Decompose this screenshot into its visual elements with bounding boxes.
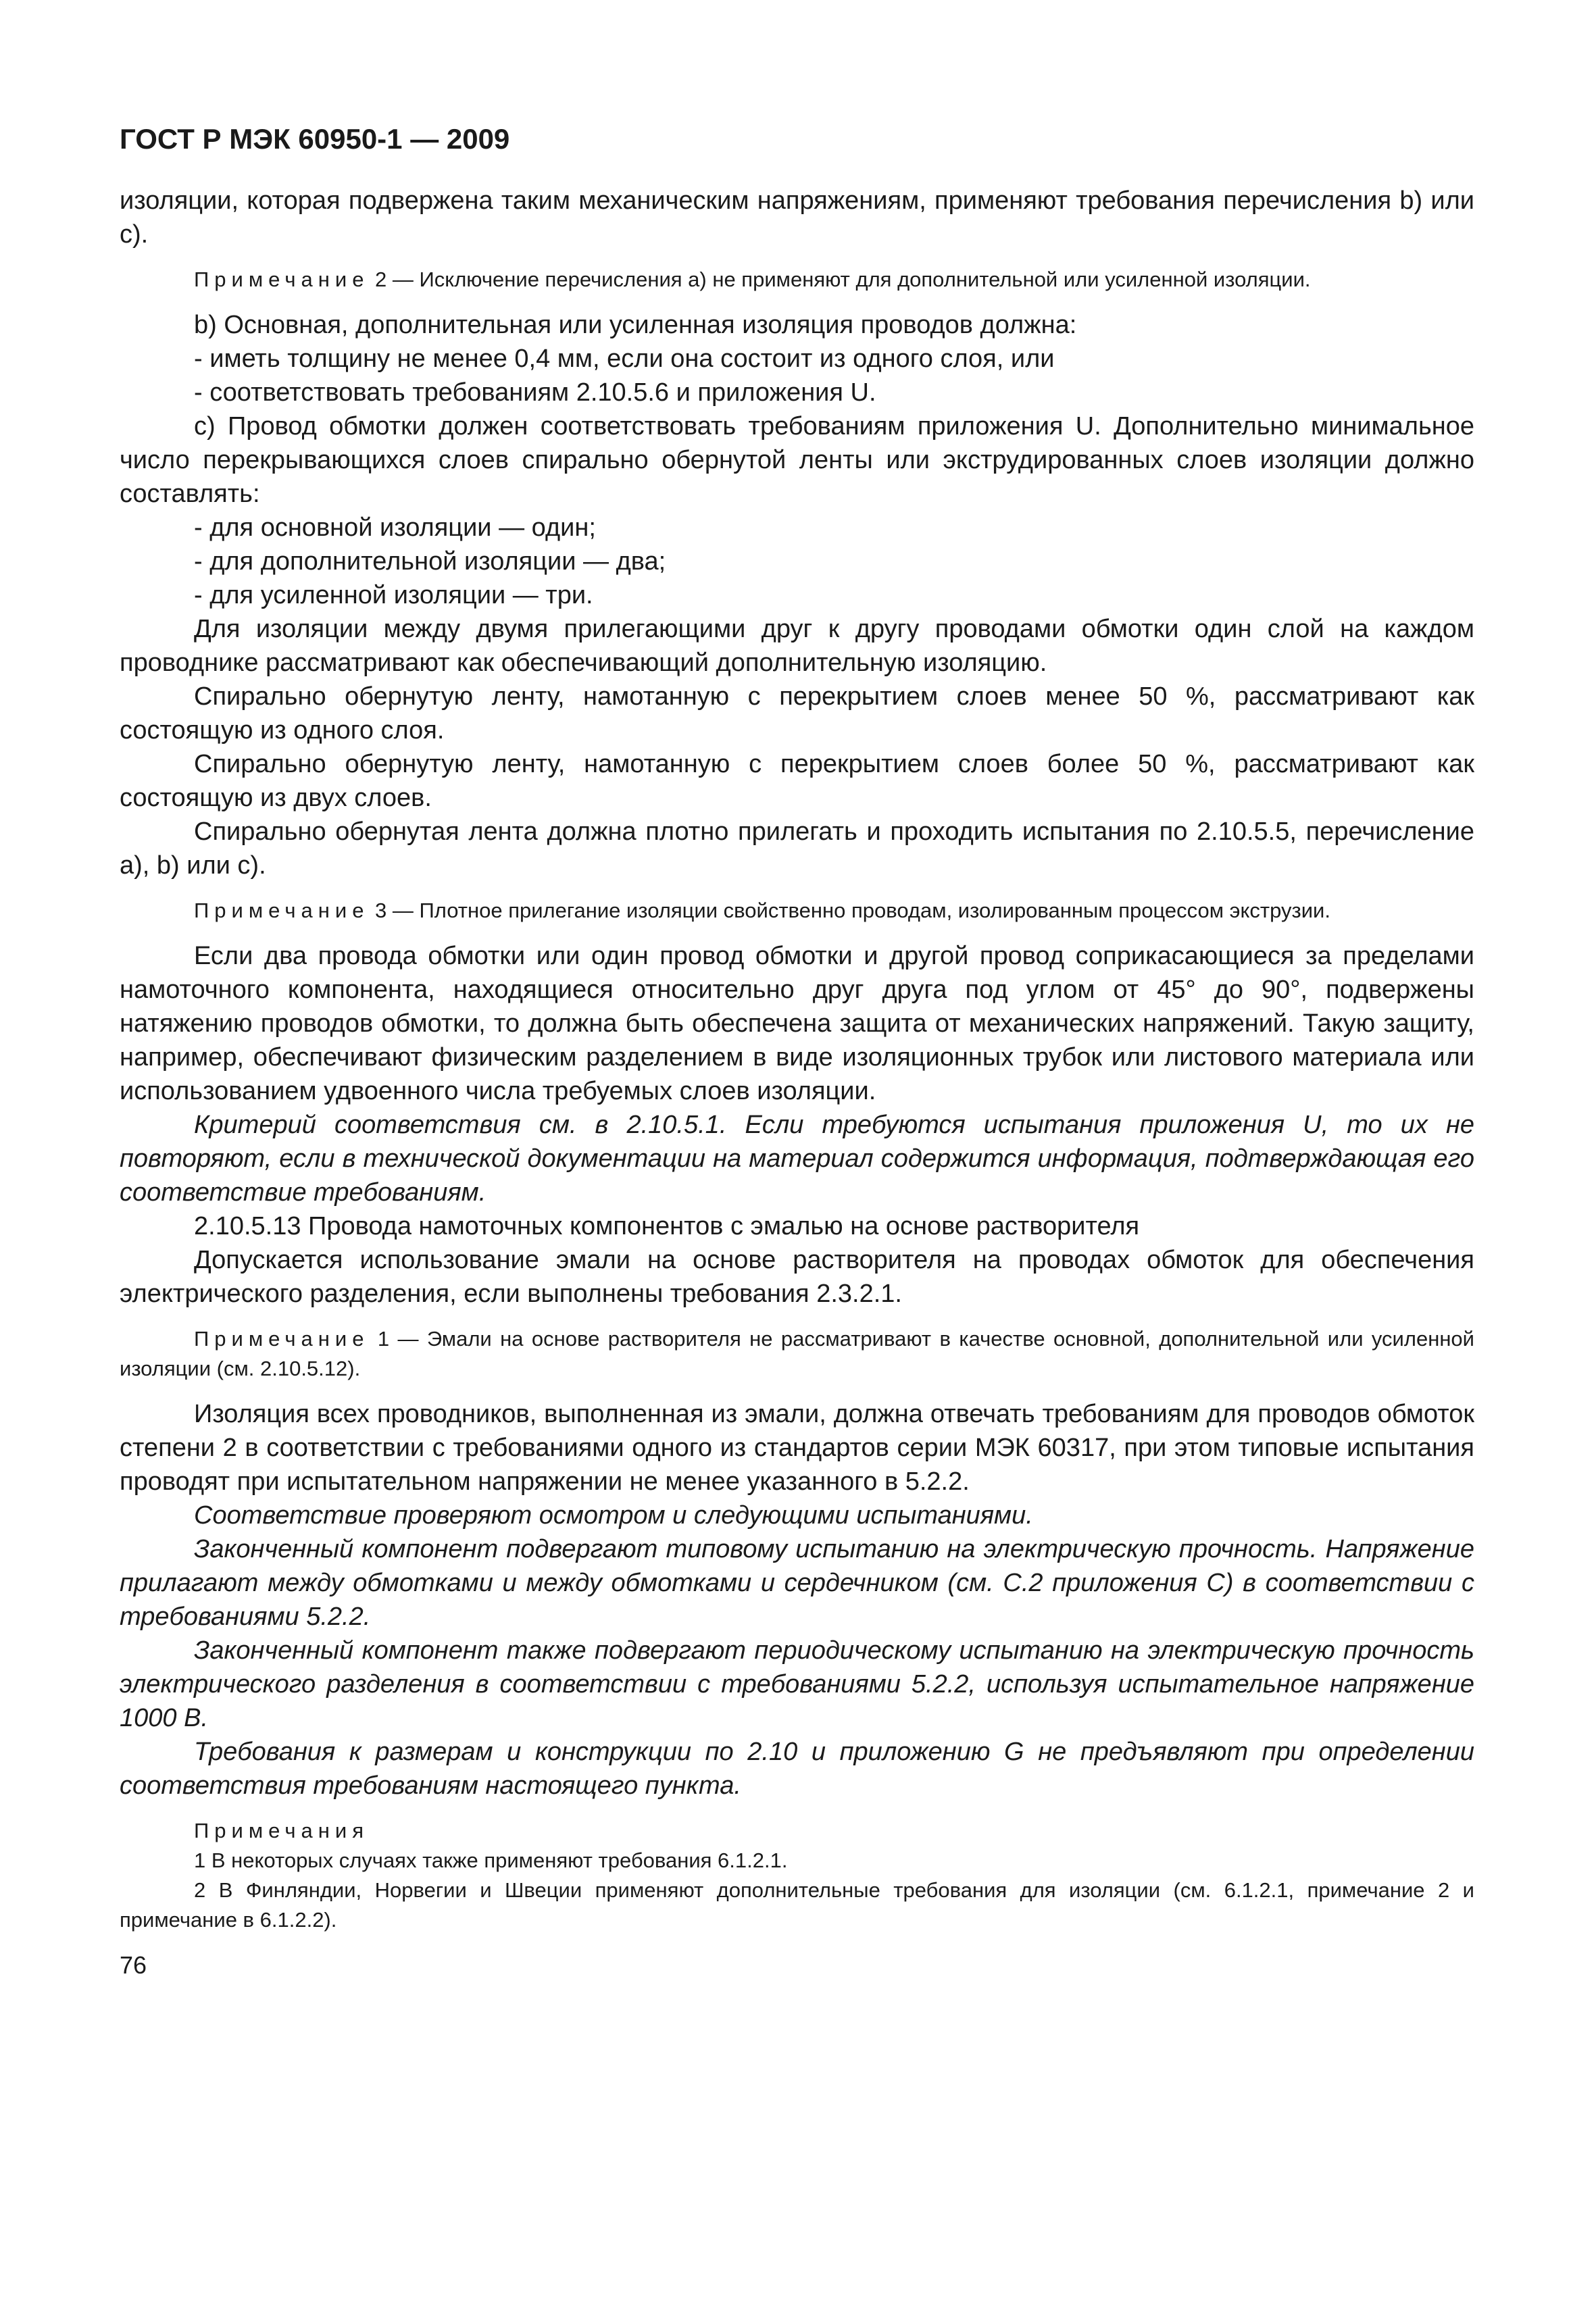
section-title: 2.10.5.13 Провода намоточных компонентов с эмалью на основе растворителя bbox=[194, 1212, 1140, 1240]
notes-heading bbox=[120, 1816, 1474, 1846]
note-text: 1 — Эмали на основе растворителя не рассматривают в качестве основной, дополнительной или усиленной изоляции (см. 2.10.5.12). bbox=[120, 1327, 1474, 1380]
paragraph-requirements: Требования к размерам и конструкции по 2.10 и приложению G не предъявляют при определении соответствия требованиям настоящего пункта. bbox=[120, 1738, 1474, 1800]
paragraph-check: Соответствие проверяют осмотром и следующими испытаниями. bbox=[194, 1501, 1033, 1530]
note-label: Примечание bbox=[194, 899, 370, 922]
paragraph-overlap-more-50: Спирально обернутую ленту, намотанную с перекрытием слоев более 50 %, рассматривают как состоящую из двух слоев. bbox=[120, 750, 1474, 812]
note-label: Примечание bbox=[194, 268, 370, 291]
note-1 bbox=[120, 1324, 1474, 1384]
notes-item-2: 2 В Финляндии, Норвегии и Швеции применяют дополнительные требования для изоляции (см. 6.1.2.1, примечание 2 и примечание в 6.1.2.2). bbox=[120, 1878, 1474, 1932]
item-c-paragraph: c) Провод обмотки должен соответствовать требованиям приложения U. Дополнительно минимальное число перекрывающихся слоев спирально обернутой ленты или экструдированных слоев изоляции должно составлять: bbox=[120, 412, 1474, 508]
paragraph-criteria: Критерий соответствия см. в 2.10.5.1. Если требуются испытания приложения U, то их не повторяют, если в технической документации на материал содержится информация, подтверждающая его соответствие требованиям. bbox=[120, 1111, 1474, 1207]
item-b-bullet-2: - соответствовать требованиям 2.10.5.6 и приложения U. bbox=[194, 378, 876, 407]
note-2 bbox=[120, 265, 1474, 295]
paragraph-periodic-test: Законченный компонент также подвергают периодическому испытанию на электрическую прочность электрического разделения в соответствии с требованиями 5.2.2, используя испытательное напряжение 1000 В. bbox=[120, 1636, 1474, 1732]
paragraph-tight-fit: Спирально обернутая лента должна плотно прилегать и проходить испытания по 2.10.5.5, перечисление a), b) или c). bbox=[120, 818, 1474, 880]
item-b-intro: b) Основная, дополнительная или усиленная изоляция проводов должна: bbox=[194, 311, 1077, 339]
document-page bbox=[120, 122, 1474, 1981]
notes-item-1: 1 В некоторых случаях также применяют требования 6.1.2.1. bbox=[194, 1848, 788, 1872]
paragraph-type-test: Законченный компонент подвергают типовому испытанию на электрическую прочность. Напряжение прилагают между обмотками и между обмотками и сердечником (см. С.2 приложения С) в соответствии с требованиями 5.2.2. bbox=[120, 1535, 1474, 1631]
note-3 bbox=[120, 896, 1474, 926]
paragraph-overlap-less-50: Спирально обернутую ленту, намотанную с перекрытием слоев менее 50 %, рассматривают как состоящую из одного слоя. bbox=[120, 682, 1474, 745]
note-label: Примечание bbox=[194, 1327, 370, 1351]
notes-heading-label: Примечания bbox=[194, 1819, 369, 1842]
paragraph-enamel: Допускается использование эмали на основе растворителя на проводах обмоток для обеспечения электрического разделения, если выполнены требования 2.3.2.1. bbox=[120, 1246, 1474, 1308]
note-text: 2 — Исключение перечисления a) не применяют для дополнительной или усиленной изоляции. bbox=[369, 268, 1311, 291]
item-b-bullet-1: - иметь толщину не менее 0,4 мм, если она состоит из одного слоя, или bbox=[194, 345, 1055, 373]
paragraph-continuation: изоляции, которая подвержена таким механическим напряжениям, применяют требования перечисления b) или c). bbox=[120, 186, 1474, 249]
paragraph-adjacent-wires: Для изоляции между двумя прилегающими друг к другу проводами обмотки один слой на каждом проводнике рассматривают как обеспечивающий дополнительную изоляцию. bbox=[120, 615, 1474, 677]
paragraph-two-wires: Если два провода обмотки или один провод обмотки и другой провод соприкасающиеся за пределами намоточного компонента, находящиеся относительно друг друга под углом от 45° до 90°, подвержены натяжению проводов обмотки, то должна быть обеспечена защита от механических напряжений. Такую защиту, например, обеспечивают физическим разделением в виде изоляционных трубок или листового материала или использованием удвоенного числа требуемых слоев изоляции. bbox=[120, 942, 1474, 1105]
note-text: 3 — Плотное прилегание изоляции свойственно проводам, изолированным процессом экструзии. bbox=[369, 899, 1330, 922]
item-c-bullet-2: - для дополнительной изоляции — два; bbox=[194, 547, 666, 576]
paragraph-insulation: Изоляция всех проводников, выполненная из эмали, должна отвечать требованиям для проводов обмоток степени 2 в соответствии с требованиями одного из стандартов серии МЭК 60317, при этом типовые испытания проводят при испытательном напряжении не менее указанного в 5.2.2. bbox=[120, 1400, 1474, 1496]
item-c-bullet-1: - для основной изоляции — один; bbox=[194, 513, 596, 542]
page-number: 76 bbox=[120, 1951, 147, 1979]
document-header: ГОСТ Р МЭК 60950-1 — 2009 bbox=[120, 123, 510, 155]
item-c-bullet-3: - для усиленной изоляции — три. bbox=[194, 581, 593, 609]
